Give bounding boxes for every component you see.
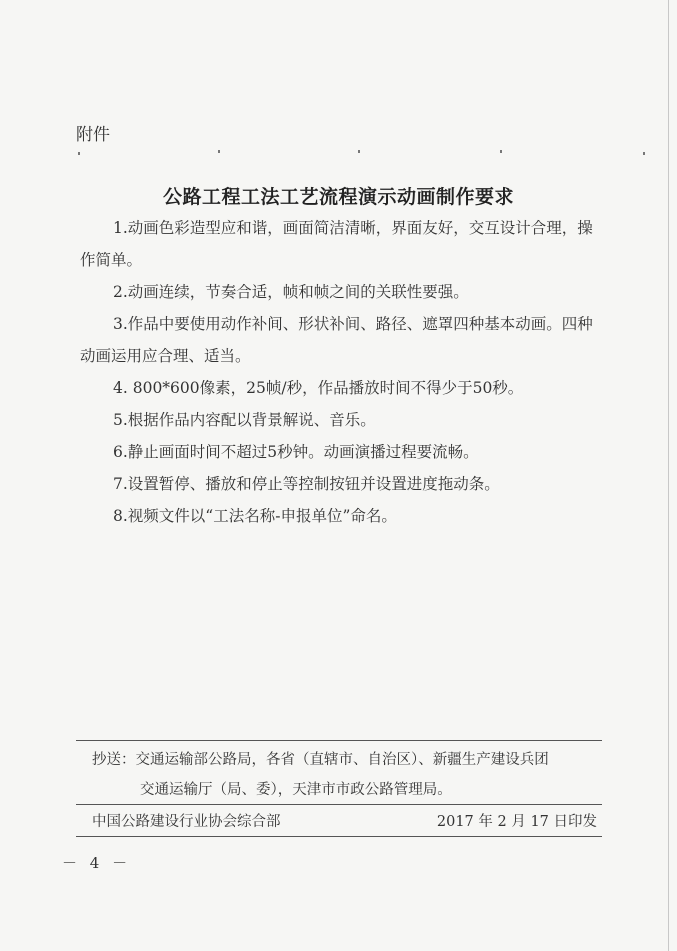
scan-mark [78,152,80,155]
scan-mark [643,152,645,155]
divider-middle [76,804,602,805]
scan-mark [218,150,220,153]
attachment-label: 附件 [76,125,110,145]
requirement-item: 1.动画色彩造型应和谐，画面简洁清晰，界面友好，交互设计合理，操作简单。 [80,219,593,269]
requirement-item: 8.视频文件以“工法名称-申报单位”命名。 [113,507,397,525]
requirement-item: 2.动画连续，节奏合适，帧和帧之间的关联性要强。 [113,283,469,301]
requirement-item: 5.根据作品内容配以背景解说、音乐。 [113,411,376,429]
requirement-item: 3.作品中要使用动作补间、形状补间、路径、遮罩四种基本动画。四种动画运用应合理、适当。 [80,315,593,365]
document-title: 公路工程工法工艺流程演示动画制作要求 [162,186,514,208]
cc-line-1: 抄送：交通运输部公路局，各省（直辖市、自治区）、新疆生产建设兵团 [92,752,549,768]
cc-line-2: 交通运输厅（局、委），天津市市政公路管理局。 [140,782,452,798]
issuing-org: 中国公路建设行业协会综合部 [92,814,281,830]
requirement-item: 4. 800*600像素，25帧/秒，作品播放时间不得少于50秒。 [113,379,524,397]
requirement-item: 6.静止画面时间不超过5秒钟。动画演播过程要流畅。 [113,443,479,461]
issue-date: 2017 年 2 月 17 日印发 [436,814,597,830]
divider-top [76,740,602,741]
divider-bottom [76,836,602,837]
page-number: － 4 － [62,854,132,872]
requirements-list [80,212,600,532]
requirement-item: 7.设置暂停、播放和停止等控制按钮并设置进度拖动条。 [113,475,500,493]
cc-block [92,745,602,805]
scan-mark [358,150,360,153]
page-edge-line [668,0,669,951]
scan-mark [500,150,502,153]
